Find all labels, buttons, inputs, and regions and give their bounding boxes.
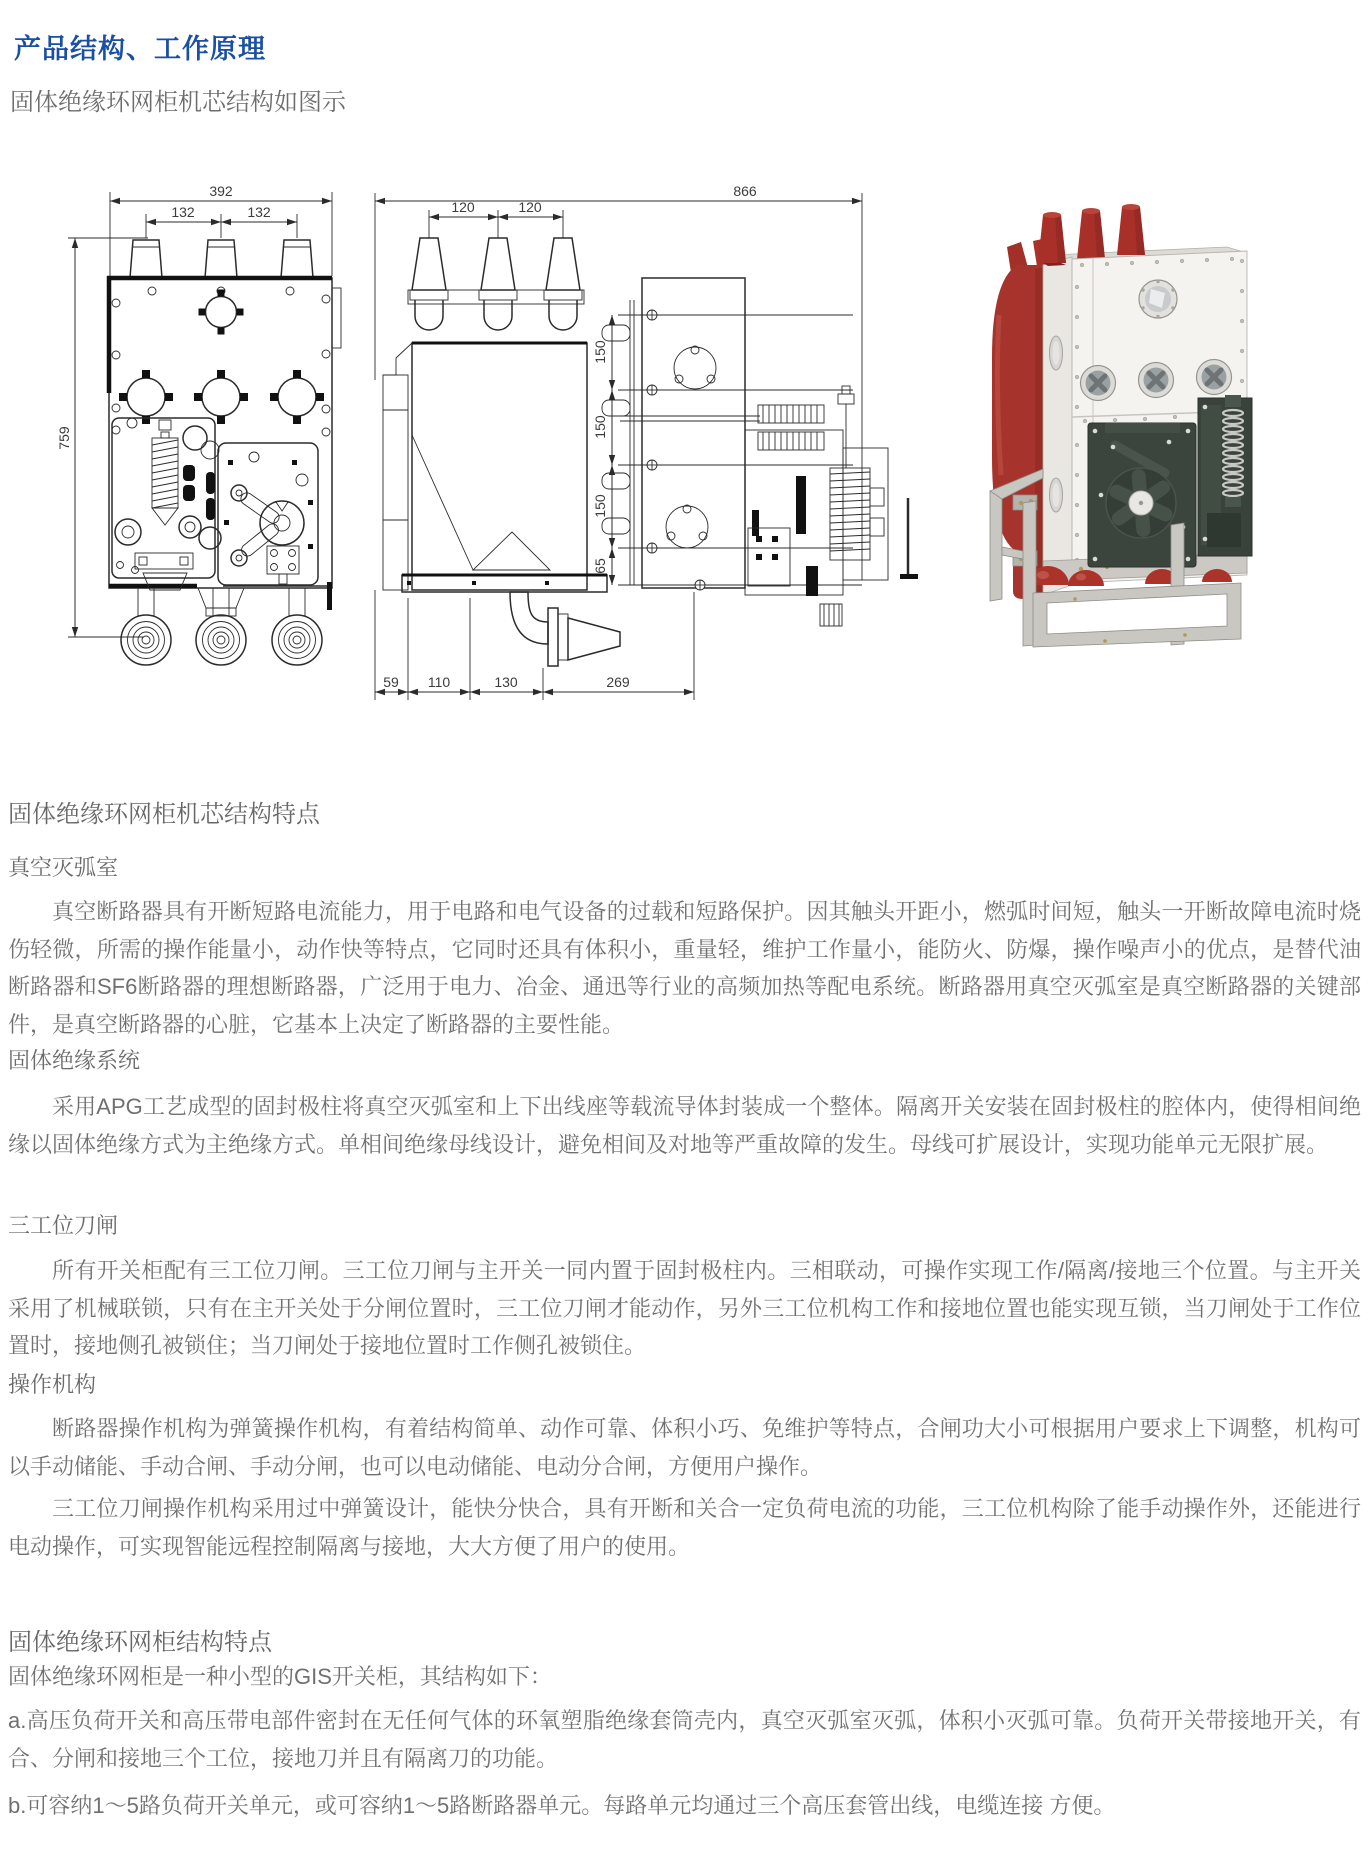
dim-label-866: 866	[733, 183, 757, 199]
cabinet-section-intro: 固体绝缘环网柜是一种小型的GIS开关柜，其结构如下：	[8, 1664, 552, 1689]
side-bushings	[408, 238, 584, 330]
dim-label-120-right: 120	[518, 199, 542, 215]
photo-mid-portholes	[1081, 360, 1232, 401]
dim-label-120-left: 120	[451, 199, 475, 215]
front-spring-mechanism	[112, 418, 221, 590]
subheading-vacuum-interrupter: 真空灭弧室	[8, 855, 119, 880]
dim-label-132-right: 132	[247, 204, 271, 220]
subheading-solid-insulation: 固体绝缘系统	[8, 1048, 141, 1073]
front-bushings	[130, 240, 313, 278]
cabinet-feature-b: b.可容纳1～5路负荷开关单元，或可容纳1～5路断路器单元。每路单元均通过三个高压套管出线，电缆连接 方便。	[8, 1793, 1116, 1818]
figure-intro-text: 固体绝缘环网柜机芯结构如图示	[10, 89, 346, 116]
page-title: 产品结构、工作原理	[14, 34, 266, 64]
subheading-operating-mechanism: 操作机构	[8, 1372, 97, 1397]
core-section-heading: 固体绝缘环网柜机芯结构特点	[8, 801, 320, 828]
dim-label-150-1: 150	[592, 340, 608, 364]
side-body	[383, 343, 587, 590]
subheading-three-position-switch: 三工位刀闸	[8, 1213, 119, 1238]
photo-mechanism-right	[1198, 395, 1252, 556]
product-photo	[955, 195, 1267, 665]
dim-label-150-2: 150	[592, 415, 608, 439]
paragraph-solid-insulation: 采用APG工艺成型的固封极柱将真空灭弧室和上下出线座等载流导体封装成一个整体。隔离开关安装在固封极柱的腔体内，使得相间绝缘以固体绝缘方式为主绝缘方式。单相间绝缘母线设计，避免相间及对地等严重故障的发生。母线可扩展设计，实现功能单元无限扩展。	[8, 1094, 1361, 1157]
front-rotary-mechanism	[218, 443, 318, 585]
paragraph-operating-mechanism-2: 三工位刀闸操作机构采用过中弹簧设计，能快分快合，具有开断和关合一定负荷电流的功能，三工位机构除了能手动操作外，还能进行电动操作，可实现智能远程控制隔离与接地，大大方便了用户的使用。	[8, 1496, 1361, 1559]
front-bolt-holes	[112, 287, 330, 436]
dim-label-132-left: 132	[171, 204, 195, 220]
paragraph-three-position-switch: 所有开关柜配有三工位刀闸。三工位刀闸与主开关一同内置于固封极柱内。三相联动，可操作实现工作/隔离/接地三个位置。与主开关采用了机械联锁，只有在主开关处于分闸位置时，三工位刀闸才能动作，另外三工位机构工作和接地位置也能实现互锁，当刀闸处于工作位置时，接地侧孔被锁住；当刀闸处于接地位置时工作侧孔被锁住。	[8, 1258, 1361, 1358]
dim-label-59: 59	[383, 674, 399, 690]
paragraph-operating-mechanism-1: 断路器操作机构为弹簧操作机构，有着结构简单、动作可靠、体积小巧、免维护等特点，合闸功大小可根据用户要求上下调整，机构可以手动储能、手动合闸、手动分闸，也可以电动储能、电动分合闸，方便用户操作。	[8, 1416, 1361, 1479]
dim-label-110: 110	[427, 674, 451, 690]
paragraph-vacuum-interrupter: 真空断路器具有开断短路电流能力，用于电路和电气设备的过载和短路保护。因其触头开距小，燃弧时间短，触头一开断故障电流时烧伤轻微，所需的操作能量小，动作快等特点，它同时还具有体积小，重量轻，维护工作量小，能防火、防爆，操作噪声小的优点，是替代油断路器和SF6断路器的理想断路器，广泛用于电力、冶金、通迅等行业的高频加热等配电系统。断路器用真空灭弧室是真空断路器的关键部件，是真空断路器的心脏，它基本上决定了断路器的主要性能。	[8, 899, 1361, 1037]
front-dim-759	[56, 238, 148, 637]
side-dim-bottom	[375, 590, 694, 700]
dim-label-269: 269	[606, 674, 630, 690]
side-operating-mechanism	[620, 386, 918, 626]
front-cable-bushings	[121, 582, 332, 665]
dim-label-150-3: 150	[592, 494, 608, 518]
front-body	[107, 276, 341, 588]
dim-label-392: 392	[209, 183, 233, 199]
dim-label-130: 130	[494, 674, 518, 690]
front-pole-insulators	[119, 290, 324, 425]
dim-label-65: 65	[592, 558, 608, 574]
photo-top-porthole	[1139, 280, 1177, 318]
side-view-drawing	[368, 180, 943, 750]
side-rear-panel	[602, 278, 745, 588]
side-dim-866	[375, 183, 862, 580]
cabinet-feature-a: a.高压负荷开关和高压带电部件密封在无任何气体的环氧塑脂绝缘套筒壳内，真空灭弧室灭弧，体积小灭弧可靠。负荷开关带接地开关，有合、分闸和接地三个工位，接地刀并且有隔离刀的功能。	[8, 1708, 1361, 1771]
side-dim-120	[429, 199, 563, 238]
front-dim-132	[146, 204, 297, 238]
cabinet-section-heading: 固体绝缘环网柜结构特点	[8, 1629, 272, 1656]
front-view-drawing	[40, 180, 345, 745]
dim-label-759: 759	[56, 426, 72, 450]
